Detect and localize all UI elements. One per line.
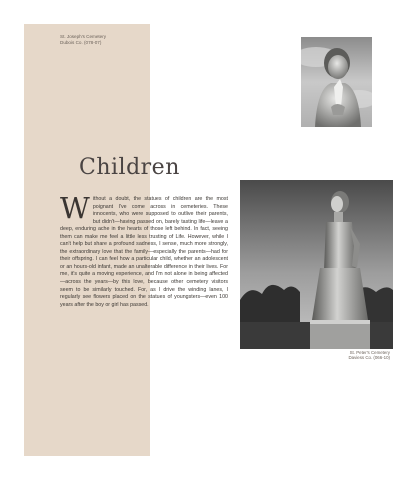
caption-line: Dubois Co. (078-07) (60, 39, 102, 45)
top-photo-caption (60, 34, 106, 45)
photo-caption (310, 350, 390, 361)
drop-cap: W (60, 191, 90, 225)
standing-girl-statue-photo (240, 180, 393, 349)
praying-child-statue-photo (301, 37, 372, 127)
body-paragraph (60, 191, 228, 309)
body-text: ithout a doubt, the statues of children are the most poignant I've come across in cemeteries. These innocents, who were supposed to outlive their parents, but didn't—having passed on, barely tasting life—leave a deep, enduring ache in the hearts of those left behind. In fact, seeing them can make me feel a little less trusting of Life. However, while I can't help but share a profound sadness, I sense, much more strongly, the extraordinary love that the family—especially the parents—had for their offspring. I can feel how a particular child, whether an adolescent or an hours-old infant, made an unalterable difference in their lives. For me, it's quite a moving experience, and I'm not alone in being affected—across the years—by this love, because other cemetery visitors seem to be similarly touched. For, as I drive the winding lanes, I regularly see flowers placed on the statues of youngsters—even 100 years after the boy or girl has passed. (60, 196, 228, 308)
caption-line: Daviess Co. (066-10) (348, 355, 390, 361)
caption-line: St. Peter's Cemetery (349, 350, 390, 355)
page-title: Children (79, 155, 180, 180)
caption-line: St. Joseph's Cemetery (60, 34, 107, 39)
